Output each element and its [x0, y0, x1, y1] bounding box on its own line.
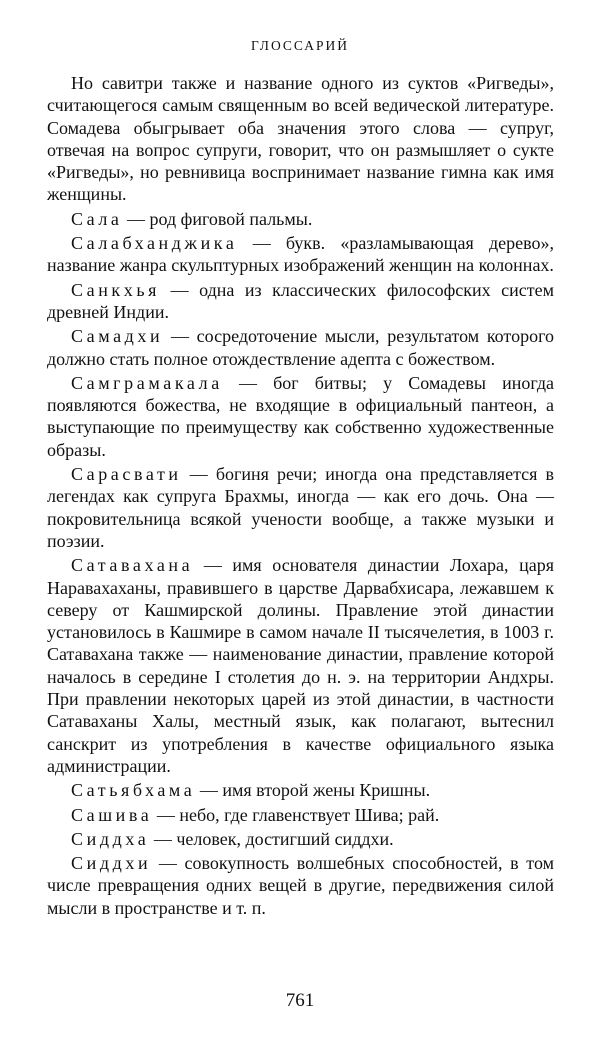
entry-term: Санкхья	[71, 279, 161, 300]
glossary-entry	[47, 279, 554, 324]
glossary-entry	[47, 554, 554, 777]
entry-term: Салабханджика	[71, 233, 238, 254]
glossary-entry	[47, 232, 554, 277]
glossary-entry	[47, 463, 554, 552]
entry-definition: — одна из классических философских систем древней Индии.	[47, 279, 554, 322]
intro-paragraph: Но савитри также и название одного из суктов «Ригведы», считающегося самым священным во всей ведической литературе. Сомадева обыгрывает оба значения этого слова — супруг, отвечая на вопрос супруги, говорит, что он размышляет о сукте «Ригведы», но ревнивица воспринимает название гимна как имя женщины.	[47, 73, 554, 205]
entry-term: Самадхи	[71, 326, 164, 347]
entry-term: Самграмакала	[71, 372, 223, 393]
glossary-entry	[47, 208, 554, 230]
entry-definition: — букв. «разламывающая дерево», название жанра скульптурных изображений женщин на колоннах.	[47, 233, 554, 276]
entry-definition: — сосредоточение мысли, результатом которого должно стать полное отождествление адепта с божеством.	[47, 326, 554, 369]
entry-term: Сатьябхама	[71, 780, 196, 801]
entry-definition: — небо, где главенствует Шива; рай.	[152, 804, 440, 825]
entry-definition: — имя основателя династии Лохара, царя Наравахаханы, правившего в царстве Дарвабхисара, лежавшем к северу от Кашмирской долины. Правление этой династии установилось в Кашмире в самом начале II тысячелетия, в 1003 г. Сатавахана также — наименование династии, правление которой началось в середине I столетия до н. э. на территории Андхры. При правлении некоторых царей из этой династии, в частности Сатаваханы Халы, местный язык, как полагают, вытеснил санскрит из употребления в качестве официального языка администрации.	[47, 555, 554, 776]
entry-term: Сиддхи	[71, 853, 152, 874]
entry-definition: — совокупность волшебных способностей, в том числе превращения одних вещей в другие, передвижения силой мысли в пространстве и т. п.	[47, 853, 554, 918]
entry-term: Сатавахана	[71, 555, 194, 576]
glossary-entry	[47, 372, 554, 461]
entry-term: Сашива	[71, 804, 153, 825]
glossary-entry	[47, 325, 554, 370]
glossary-entry	[47, 804, 554, 826]
glossary-entry	[47, 852, 554, 919]
entry-definition: — род фиговой пальмы.	[122, 208, 313, 229]
glossary-entry	[47, 779, 554, 801]
entry-definition: — бог битвы; у Сомадевы иногда появляются божества, не входящие в официальный пантеон, а выступающие по преимуществу как собственно художественные образы.	[47, 372, 554, 460]
glossary-entry	[47, 828, 554, 850]
running-header: ГЛОССАРИЙ	[251, 38, 349, 53]
entry-definition: — имя второй жены Кришны.	[195, 780, 431, 801]
entry-term: Сиддха	[71, 828, 150, 849]
glossary-text	[47, 72, 554, 921]
page-number: 761	[285, 990, 315, 1011]
entry-term: Сала	[71, 208, 123, 229]
entry-definition: — богиня речи; иногда она представляется в легендах как супруга Брахмы, иногда — как его дочь. Она — покровительница всякой учености вообще, а также музыки и поэзии.	[47, 464, 554, 551]
entry-definition: — человек, достигший сиддхи.	[149, 828, 394, 849]
entry-term: Сарасвати	[71, 464, 182, 485]
